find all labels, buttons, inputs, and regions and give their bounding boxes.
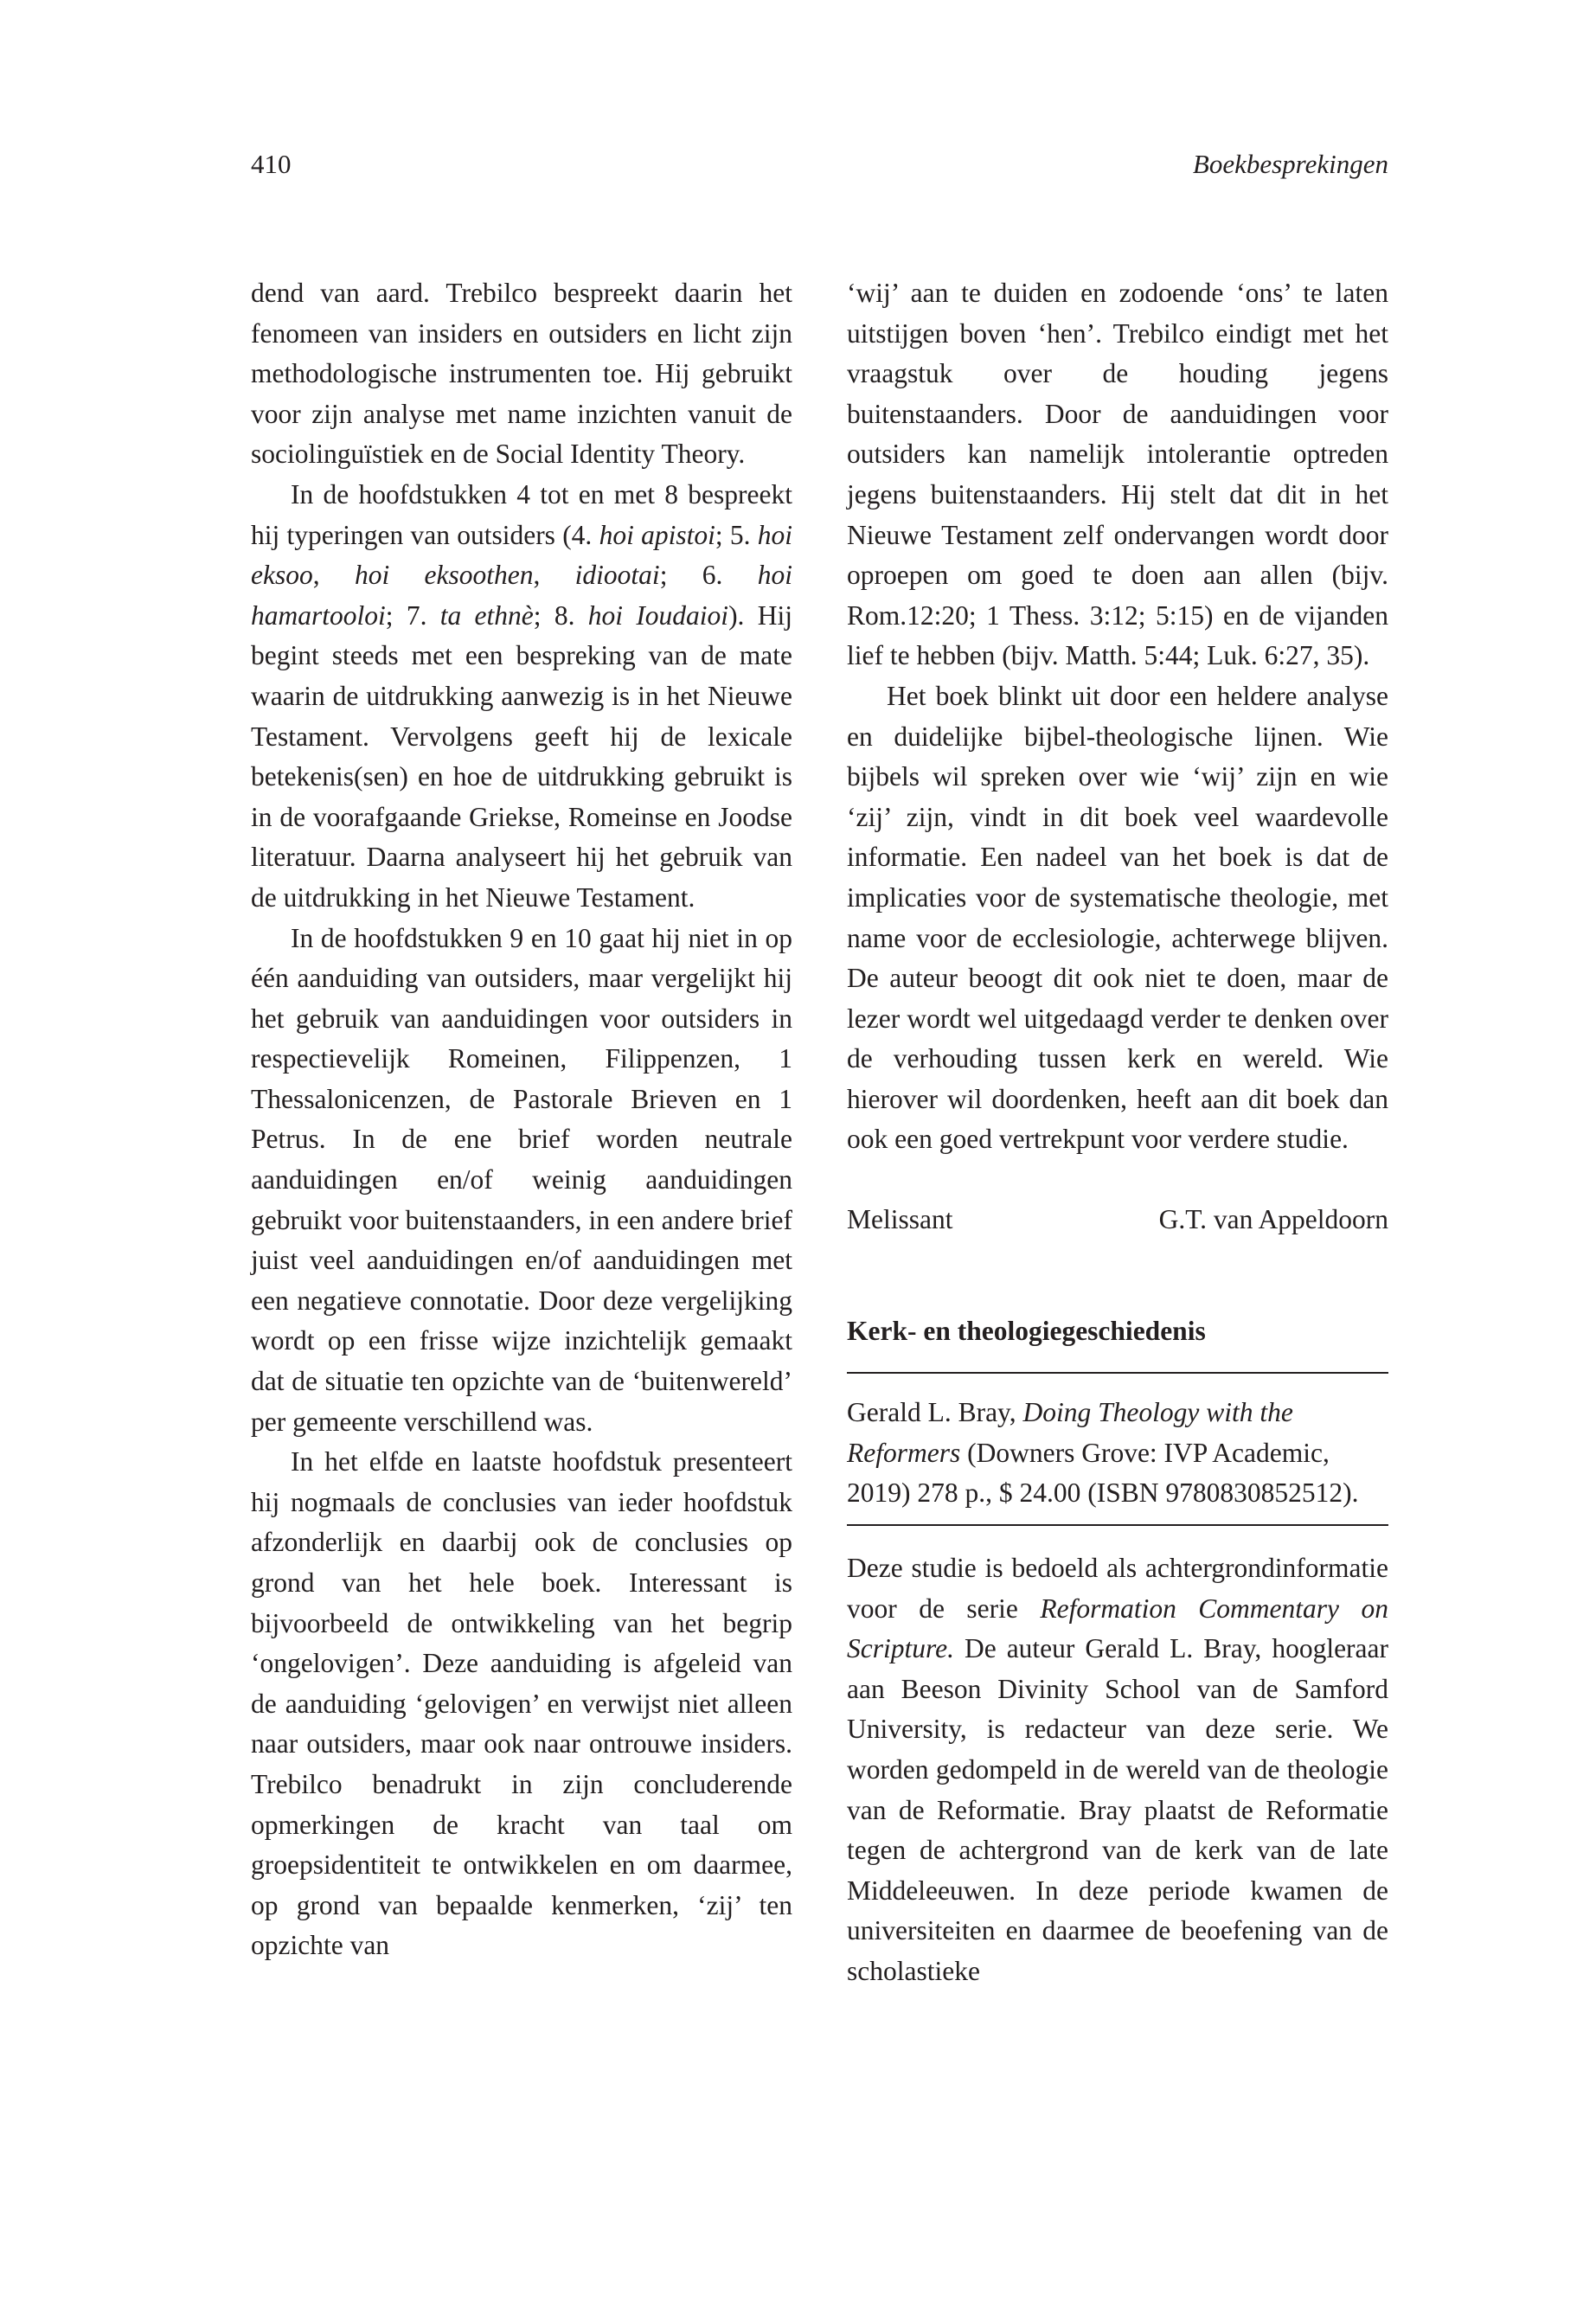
paragraph-chapters-9-10: In de hoofdstukken 9 en 10 gaat hij niet in op één aanduiding van outsiders, maar vergelijkt hij het gebruik van aanduidingen voor outsiders in respectievelijk Romeinen, Filippenzen, 1 Thessalonicenzen, de Pastorale Brieven en 1 Petrus. In de ene brief worden neutrale aanduidingen en/of weinig aanduidingen gebruikt voor buitenstaanders, in een andere brief juist veel aanduidingen en/of aanduidingen met een negatieve connotatie. Door deze vergelijking wordt op een frisse wijze inzichtelijk gemaakt dat de situatie ten opzichte van de ‘buitenwereld’ per gemeente verschillend was. xyxy=(251,922,792,1437)
section-heading: Kerk- en theologiegeschiedenis xyxy=(847,1315,1206,1346)
paragraph-intro: dend van aard. Trebilco bespreekt daarin het fenomeen van insiders en outsiders en licht zijn methodologische instrumenten toe. Hij gebruikt voor zijn analyse met name inzichten vanuit de sociolinguïstiek en de Social Identity Theory. xyxy=(251,278,792,470)
signature-place: Melissant xyxy=(847,1204,953,1235)
page-number: 410 xyxy=(251,149,292,179)
paragraph-chapter-11: In het elfde en laatste hoofdstuk presenteert hij nogmaals de conclusies van ieder hoofdstuk afzonderlijk en daarbij ook de conclusies op grond van het hele boek. Interessant is bijvoorbeeld de ontwikkeling van het begrip ‘ongelovigen’. Deze aanduiding is afgeleid van de aanduiding ‘gelovigen’ en verwijst niet alleen naar outsiders, maar ook naar ontrouwe insiders. Trebilco benadrukt in zijn concluderende opmerkingen de kracht van taal om groepsidentiteit te ontwikkelen en om daarmee, op grond van bepaalde kenmerken, ‘zij’ ten opzichte van xyxy=(251,1446,792,1961)
running-section-title: Boekbesprekingen xyxy=(1192,149,1388,179)
book-citation: Gerald L. Bray, Doing Theology with the Reformers (Downers Grove: IVP Academic, 2019) 278 p., $ 24.00 (ISBN 9780830852512). xyxy=(847,1397,1359,1509)
signature-reviewer: G.T. van Appeldoorn xyxy=(1158,1204,1388,1235)
left-column xyxy=(251,273,792,1966)
paragraph-continuation: ‘wij’ aan te duiden en zodoende ‘ons’ te laten uitstijgen boven ‘hen’. Trebilco eindigt met het vraagstuk over de houding jegens buitenstaanders. Door de aanduidingen voor outsiders kan namelijk intolerantie optreden jegens buitenstaanders. Hij stelt dat dit in het Nieuwe Testament zelf ondervangen wordt door oproepen om goed te doen aan allen (bijv. Rom.12:20; 1 Thess. 3:12; 5:15) en de vijanden lief te hebben (bijv. Matth. 5:44; Luk. 6:27, 35). xyxy=(847,278,1388,671)
paragraph-evaluation: Het boek blinkt uit door een heldere analyse en duidelijke bijbel-theologische lijnen. Wie bijbels wil spreken over wie ‘wij’ zijn en wie ‘zij’ zijn, vindt in dit boek veel waardevolle informatie. Een nadeel van het boek is dat de implicaties voor de systematische theologie, met name voor de ecclesiologie, achterwege blijven. De auteur beoogt dit ook niet te doen, maar de lezer wordt wel uitgedaagd verder te denken over de verhouding tussen kerk en wereld. Wie hierover wil doordenken, heeft aan dit boek dan ook een goed vertrekpunt voor verdere studie. xyxy=(847,680,1388,1155)
paragraph-chapters-4-8: In de hoofdstukken 4 tot en met 8 bespreekt hij typeringen van outsiders (4. hoi apistoi; 5. hoi eksoo, hoi eksoothen, idiootai; 6. hoi hamartooloi; 7. ta ethnè; 8. hoi Ioudaioi). Hij begint steeds met een bespreking van de mate waarin de uitdrukking aanwezig is in het Nieuwe Testament. Vervolgens geeft hij de lexicale betekenis(sen) en hoe de uitdrukking gebruikt is in de voorafgaande Griekse, Romeinse en Joodse literatuur. Daarna analyseert hij het gebruik van de uitdrukking in het Nieuwe Testament. xyxy=(251,478,793,913)
paragraph-review-start: Deze studie is bedoeld als achtergrondinformatie voor de serie Reformation Commentary on Scripture. De auteur Gerald L. Bray, hoogleraar aan Beeson Divinity School van de Samford University, is redacteur van deze serie. We worden gedompeld in de wereld van de theologie van de Reformatie. Bray plaatst de Reformatie tegen de achtergrond van de kerk van de late Middeleeuwen. In deze periode kwamen de universiteiten en daarmee de beoefening van de scholastieke xyxy=(847,1553,1388,1986)
right-column xyxy=(847,273,1388,1992)
bottom-divider xyxy=(847,1524,1388,1526)
review-signature xyxy=(847,1200,1388,1240)
